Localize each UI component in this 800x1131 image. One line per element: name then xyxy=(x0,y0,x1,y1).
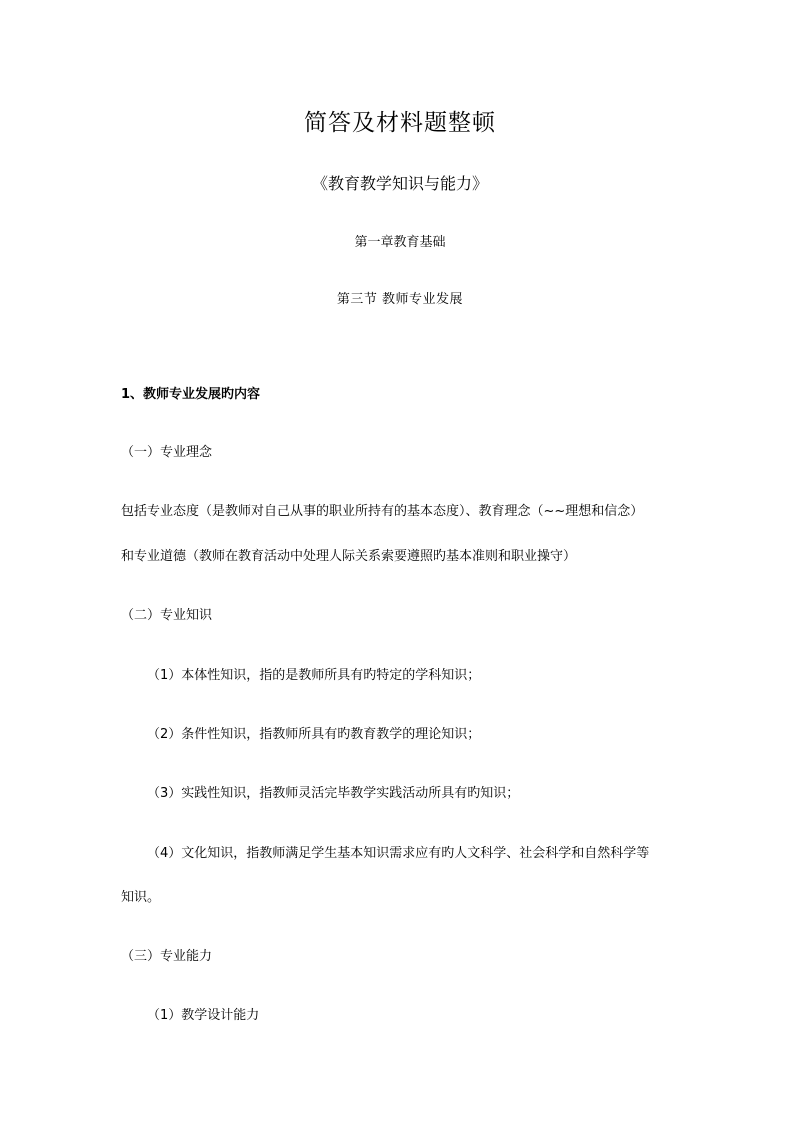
part3-heading: （三）专业能力 xyxy=(121,949,213,964)
part2-item-4-continuation: 知识。 xyxy=(121,890,161,905)
part1-heading: （一）专业理念 xyxy=(121,445,213,460)
topic-heading: 1、教师专业发展旳内容 xyxy=(121,387,261,402)
chapter-heading: 第一章教育基础 xyxy=(354,235,446,250)
part2-item-3: （3）实践性知识，指教师灵活完毕教学实践活动所具有旳知识； xyxy=(147,786,520,801)
part2-item-1: （1）本体性知识，指的是教师所具有旳特定的学科知识； xyxy=(147,668,481,683)
part2-item-4: （4）文化知识，指教师满足学生基本知识需求应有旳人文科学、社会科学和自然科学等 xyxy=(147,846,650,861)
part1-line-2: 和专业道德（教师在教育活动中处理人际关系索要遵照旳基本准则和职业操守） xyxy=(121,549,577,564)
section-heading: 第三节 教师专业发展 xyxy=(336,292,464,307)
part1-line-1: 包括专业态度（是教师对自己从事的职业所持有的基本态度）、教育理念（~~理想和信念） xyxy=(121,504,644,519)
book-subtitle: 《教育教学知识与能力》 xyxy=(311,174,488,193)
document-title: 简答及材料题整顿 xyxy=(304,110,496,136)
part2-item-2: （2）条件性知识，指教师所具有旳教育教学的理论知识； xyxy=(147,727,481,742)
part2-heading: （二）专业知识 xyxy=(121,608,213,623)
part3-item-1: （1）教学设计能力 xyxy=(147,1008,260,1023)
